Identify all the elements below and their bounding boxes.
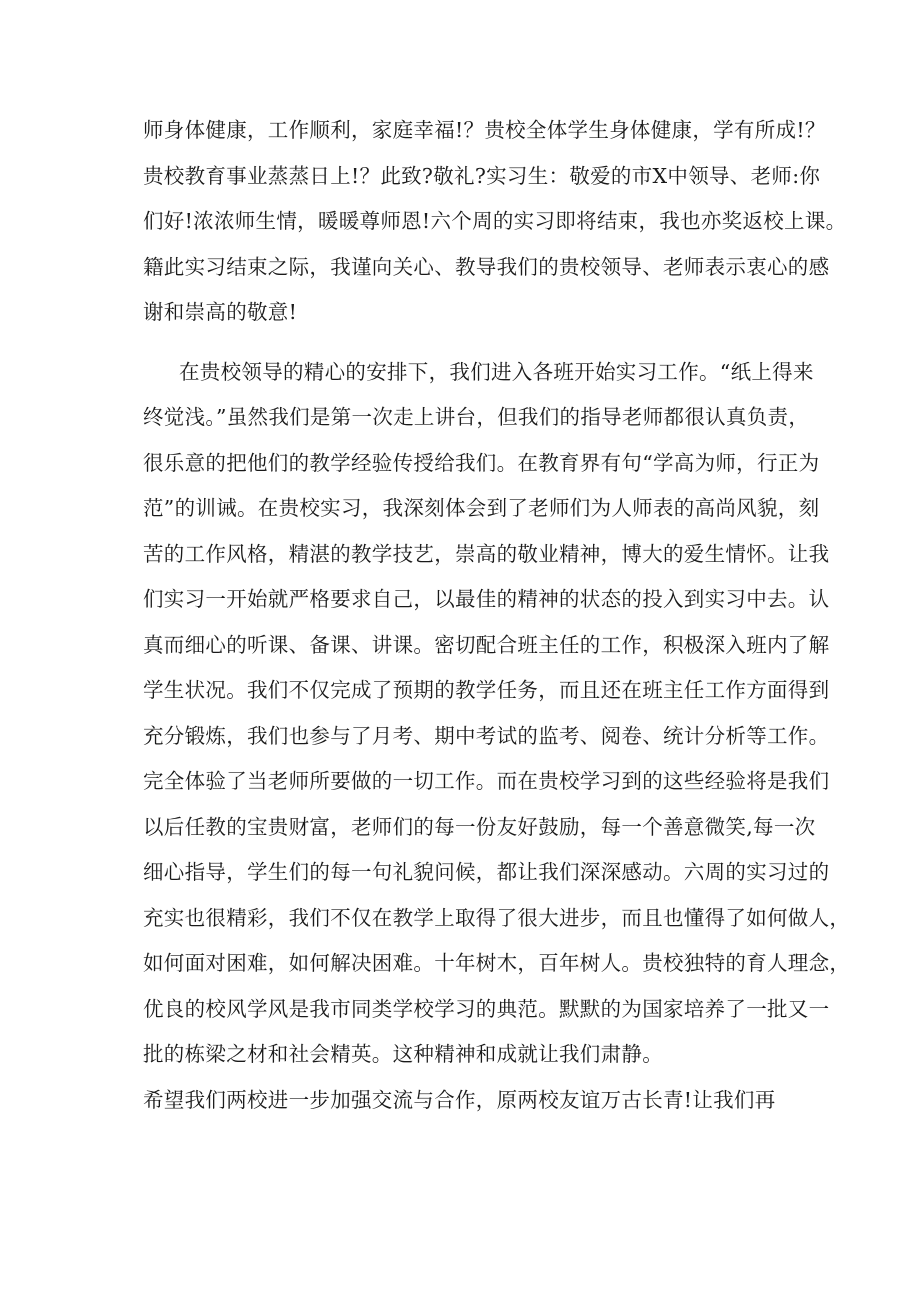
- text-line: 完全体验了当老师所要做的一切工作。而在贵校学习到的这些经验将是我们: [143, 769, 830, 793]
- text-line: 以后任教的宝贵财富，老师们的每一份友好鼓励，每一个善意微笑,每一次: [143, 815, 816, 839]
- text-line: 批的栋梁之材和社会精英。这种精神和成就让我们肃静。: [143, 1042, 663, 1066]
- text-line: 终觉浅。”虽然我们是第一次走上讲台，但我们的指导老师都很认真负责，: [143, 405, 810, 429]
- text-line: 细心指导，学生们的每一句礼貌问候，都让我们深深感动。六周的实习过的: [143, 860, 830, 884]
- text-line: 学生状况。我们不仅完成了预期的教学任务，而且还在班主任工作方面得到: [143, 678, 830, 702]
- text-line: 苦的工作风格，精湛的教学技艺，崇高的敬业精神，博大的爱生情怀。让我: [143, 542, 830, 566]
- text-line: 很乐意的把他们的教学经验传授给我们。在教育界有句“学高为师，行正为: [143, 451, 820, 475]
- text-line: 优良的校风学风是我市同类学校学习的典范。默默的为国家培养了一批又一: [143, 997, 830, 1021]
- text-line: 贵校教育事业蒸蒸日上!？此致?敬礼?实习生：敬爱的市X中领导、老师:你: [143, 164, 821, 188]
- text-line: 充实也很精彩，我们不仅在教学上取得了很大进步，而且也懂得了如何做人，: [143, 906, 851, 930]
- text-line: 师身体健康，工作顺利，家庭幸福!？贵校全体学生身体健康，学有所成!？: [143, 118, 826, 142]
- text-line: 们实习一开始就严格要求自己，以最佳的精神的状态的投入到实习中去。认: [143, 587, 830, 611]
- text-line: 充分锻炼，我们也参与了月考、期中考试的监考、阅卷、统计分析等工作。: [143, 724, 830, 748]
- text-line: 籍此实习结束之际，我谨向关心、教导我们的贵校领导、老师表示衷心的感: [143, 255, 830, 279]
- text-line: 谢和崇高的敬意!: [143, 300, 298, 324]
- text-line: 真而细心的听课、备课、讲课。密切配合班主任的工作，积极深入班内了解: [143, 633, 830, 657]
- text-line: 在贵校领导的精心的安排下，我们进入各班开始实习工作。“纸上得来: [179, 360, 814, 384]
- text-line: 希望我们两校进一步加强交流与合作，原两校友谊万古长青!让我们再: [143, 1088, 776, 1112]
- text-line: 如何面对困难，如何解决困难。十年树木，百年树人。贵校独特的育人理念，: [143, 951, 851, 975]
- text-line: 范”的训诫。在贵校实习，我深刻体会到了老师们为人师表的高尚风貌，刻: [143, 496, 820, 520]
- text-line: 们好!浓浓师生情，暖暖尊师恩!六个周的实习即将结束，我也亦奖返校上课。: [143, 209, 847, 233]
